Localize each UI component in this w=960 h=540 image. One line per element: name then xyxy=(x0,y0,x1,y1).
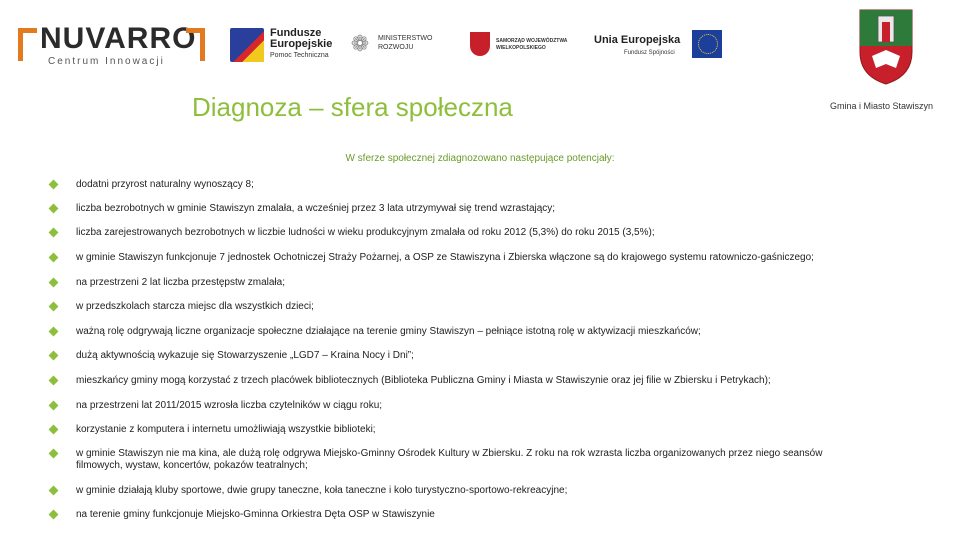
diamond-bullet-icon xyxy=(49,228,59,238)
list-item: ważną rolę odgrywają liczne organizacje społeczne działające na terenie gminy Stawiszyn – pełniące istotną rolę w aktywizacji mieszkańców; xyxy=(50,326,870,338)
municipality-label: Gmina i Miasto Stawiszyn xyxy=(830,101,934,111)
regional-government-logo xyxy=(470,28,600,68)
list-item: na przestrzeni 2 lat liczba przestępstw zmalała; xyxy=(50,277,870,289)
list-item: na terenie gminy funkcjonuje Miejsko-Gminna Orkiestra Dęta OSP w Stawiszynie xyxy=(50,509,870,521)
diamond-bullet-icon xyxy=(49,327,59,337)
eu-flag-icon xyxy=(692,30,722,58)
coat-of-arms-icon xyxy=(856,6,916,86)
diamond-bullet-icon xyxy=(49,486,59,496)
diamond-bullet-icon xyxy=(49,425,59,435)
page-title: Diagnoza – sfera społeczna xyxy=(192,92,513,122)
diamond-bullet-icon xyxy=(49,278,59,288)
logo-bracket-right xyxy=(186,28,205,61)
diamond-bullet-icon xyxy=(49,401,59,411)
list-item: na przestrzeni lat 2011/2015 wzrosła liczba czytelników w ciągu roku; xyxy=(50,400,870,412)
fe-flag-icon xyxy=(230,28,264,62)
nuvarro-name: NUVARRO xyxy=(40,22,197,55)
ministry-logo xyxy=(348,28,458,68)
regional-label: SAMORZĄD WOJEWÓDZTWA WIELKOPOLSKIEGO xyxy=(496,38,568,51)
eagle-icon: ❁ xyxy=(350,31,370,56)
eu-fund-label: Fundusz Spójności xyxy=(624,50,675,56)
diamond-bullet-icon xyxy=(49,351,59,361)
intro-text: W sferze społecznej zdiagnozowano następujące potencjały: xyxy=(345,153,615,164)
diamond-bullet-icon xyxy=(49,376,59,386)
list-item: w gminie działają kluby sportowe, dwie grupy taneczne, koła taneczne i koło turystyczno-sportowo-rekreacyjne; xyxy=(50,485,870,497)
logo-bracket-left xyxy=(18,28,37,61)
list-item: w gminie Stawiszyn nie ma kina, ale dużą rolę odgrywa Miejsko-Gminny Ośrodek Kultury w Zbiersku. Z roku na rok wzrasta liczba organizowanych przez niego seansów filmowych, wystaw, koncertów, pokazów teatralnych; xyxy=(50,448,870,472)
list-item: mieszkańcy gminy mogą korzystać z trzech placówek bibliotecznych (Biblioteka Publiczna Gminy i Miasta w Stawiszynie oraz jej filie w Zbiersku i Petrykach); xyxy=(50,375,870,387)
diamond-bullet-icon xyxy=(49,449,59,459)
list-item: dużą aktywnością wykazuje się Stowarzyszenie „LGD7 – Kraina Nocy i Dni”; xyxy=(50,350,870,362)
list-item: liczba bezrobotnych w gminie Stawiszyn zmalała, a wcześniej przez 3 lata utrzymywał się trend wzrastający; xyxy=(50,203,870,215)
diamond-bullet-icon xyxy=(49,510,59,520)
fundusze-europejskie-logo xyxy=(230,28,350,68)
logo-bar xyxy=(18,22,738,72)
fe-sublabel: Pomoc Techniczna xyxy=(270,52,329,59)
diamond-bullet-icon xyxy=(49,180,59,190)
list-item: liczba zarejestrowanych bezrobotnych w liczbie ludności w wieku produkcyjnym zmalała od roku 2012 (5,3%) do roku 2015 (3,5%); xyxy=(50,227,870,239)
list-item: w przedszkolach starcza miejsc dla wszystkich dzieci; xyxy=(50,301,870,313)
fe-label: Fundusze Europejskie xyxy=(270,27,333,50)
shield-icon xyxy=(470,32,490,56)
nuvarro-logo xyxy=(18,22,208,70)
diamond-bullet-icon xyxy=(49,253,59,263)
nuvarro-subtitle: Centrum Innowacji xyxy=(48,56,165,67)
diamond-bullet-icon xyxy=(49,204,59,214)
eu-label: Unia Europejska xyxy=(594,34,681,46)
potentials-list xyxy=(50,179,870,521)
list-item: dodatni przyrost naturalny wynoszący 8; xyxy=(50,179,870,191)
list-item: korzystanie z komputera i internetu umożliwiają wszystkie biblioteki; xyxy=(50,424,870,436)
list-item: w gminie Stawiszyn funkcjonuje 7 jednostek Ochotniczej Straży Pożarnej, a OSP ze Stawiszyna i Zbierska włączone są do krajowego systemu ratowniczo-gaśniczego; xyxy=(50,252,870,264)
eu-logo xyxy=(594,28,724,68)
ministry-label: MINISTERSTWO ROZWOJU xyxy=(378,35,433,51)
diamond-bullet-icon xyxy=(49,302,59,312)
